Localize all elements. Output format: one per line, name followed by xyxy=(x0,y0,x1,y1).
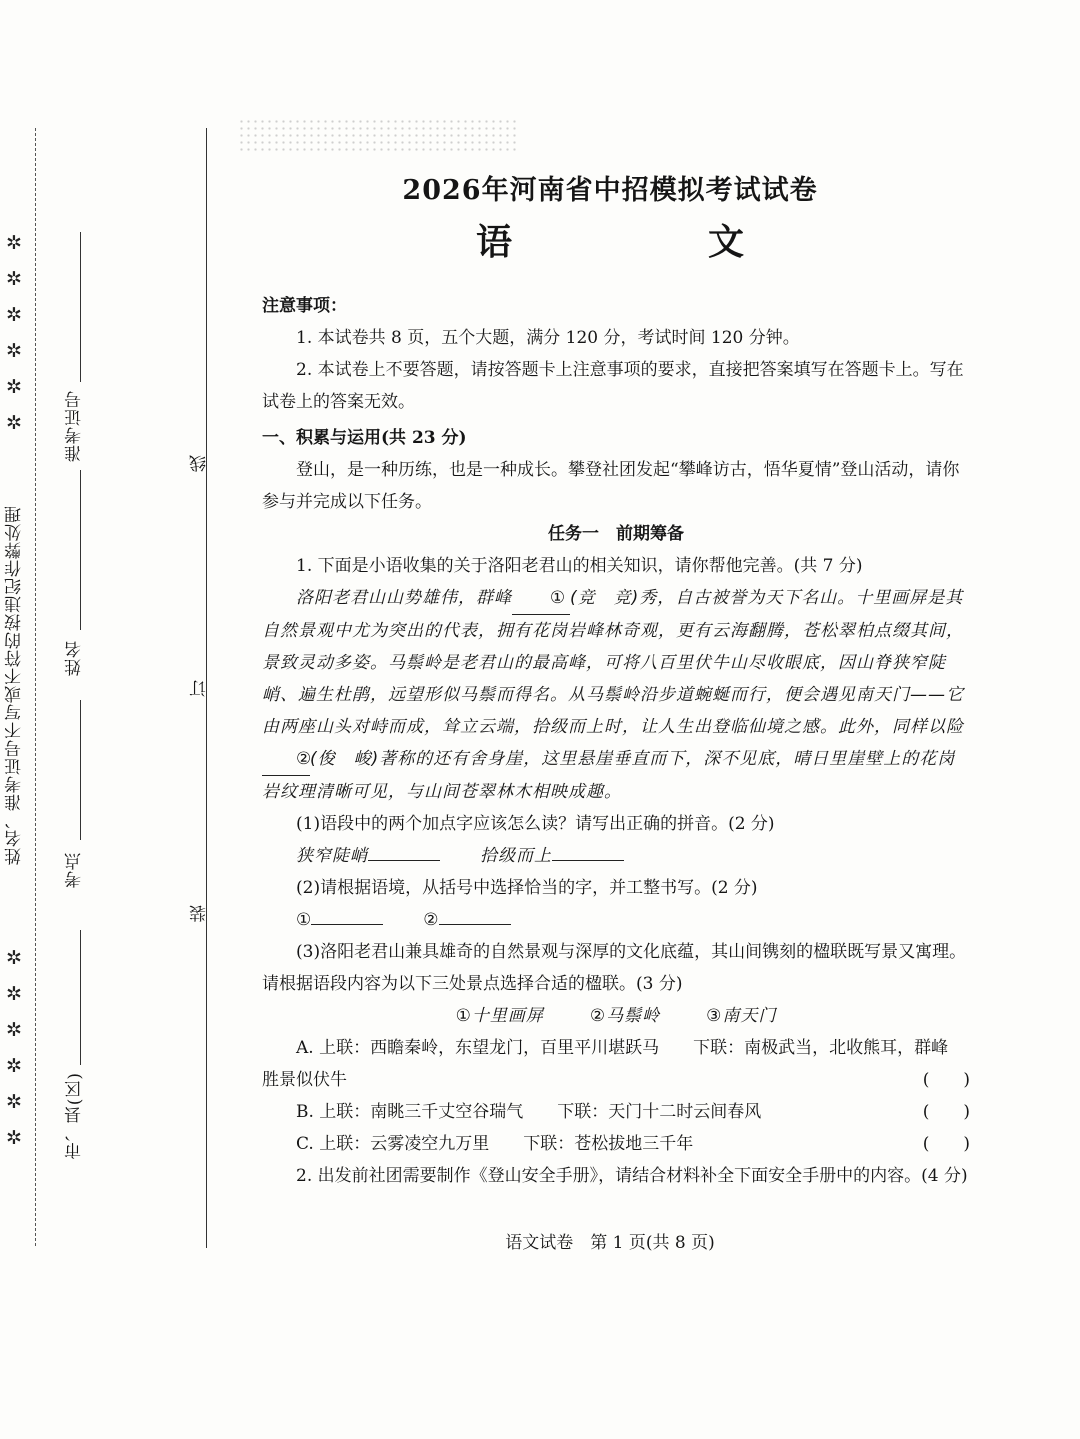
notice-item-2: 2. 本试卷上不要答题，请按答题卡上注意事项的要求，直接把答案填写在答题卡上。写在试卷上的答案无效。 xyxy=(262,360,964,412)
question-1-3: (3)洛阳老君山兼具雄奇的自然景观与深厚的文化底蕴，其山间镌刻的楹联既写景又寓理。请根据语段内容为以下三处景点选择合适的楹联。(3 分) xyxy=(262,942,967,994)
question-1-1: (1)语段中的两个加点字应该怎么读？请写出正确的拼音。(2 分) xyxy=(296,814,775,834)
option-a-text: 胜景似伏牛 xyxy=(262,1070,347,1090)
option-c xyxy=(262,1128,970,1160)
star-icon: ✲ xyxy=(6,340,22,362)
cut-mark-zhuang: 装 xyxy=(190,905,210,922)
field-name-line xyxy=(80,470,81,630)
field-city-line xyxy=(80,930,81,1065)
star-icon: ✲ xyxy=(6,412,22,434)
choose-blank-2 xyxy=(439,924,511,925)
star-icon: ✲ xyxy=(6,376,22,398)
choose-label-1: ① xyxy=(296,910,312,930)
pinyin-term-a: 狭窄陡峭 xyxy=(296,846,368,866)
field-id-label: 准考证号 xyxy=(65,390,85,462)
pinyin-row xyxy=(262,840,970,872)
exam-subject: 语 文 xyxy=(475,221,824,263)
exam-content xyxy=(262,290,970,1192)
cut-mark-xian: 线 xyxy=(190,455,210,472)
question-1: 1. 下面是小语收集的关于洛阳老君山的相关知识，请你帮他完善。(共 7 分) xyxy=(296,556,863,576)
choose-row xyxy=(262,904,970,936)
option-b-text: B. 上联：南眺三千丈空谷瑞气 下联：天门十二时云间春风 xyxy=(296,1102,762,1122)
question-1-2: (2)请根据语境，从括号中选择恰当的字，并工整书写。(2 分) xyxy=(296,878,758,898)
blank-2: ② xyxy=(262,743,310,776)
field-site-label: 考点 xyxy=(65,852,85,888)
option-a-line-2 xyxy=(262,1064,970,1096)
option-b xyxy=(262,1096,970,1128)
question-2: 2. 出发前社团需要制作《登山安全手册》，请结合材料补全下面安全手册中的内容。(4 分) xyxy=(296,1166,968,1186)
star-column-top xyxy=(6,225,22,441)
cheating-warning: 姓名、准考证号不写或不符的按违纪作弊处理 xyxy=(5,505,25,865)
answer-paren-b: ( ) xyxy=(922,1102,970,1122)
task-title: 任务一 前期筹备 xyxy=(548,524,684,544)
spot-item: ②马鬃岭 xyxy=(589,1006,661,1026)
pinyin-blank-b xyxy=(552,860,624,861)
star-icon: ✲ xyxy=(6,983,22,1005)
blank-1: ① xyxy=(512,582,570,615)
field-city-label: 市、县(区) xyxy=(65,1072,85,1160)
spot-item: ①十里画屏 xyxy=(455,1006,544,1026)
star-icon: ✲ xyxy=(6,1127,22,1149)
option-a-line-1: A. 上联：西瞻秦岭，东望龙门，百里平川堪跃马 下联：南极武当，北收熊耳，群峰 xyxy=(296,1038,949,1058)
spots-row xyxy=(262,1000,970,1032)
field-name-label: 姓名 xyxy=(65,640,85,676)
notice-heading: 注意事项： xyxy=(262,296,347,316)
choose-blank-1 xyxy=(311,924,383,925)
exam-title: 2026年河南省中招模拟考试试卷 xyxy=(402,175,818,206)
page-footer: 语文试卷 第 1 页(共 8 页) xyxy=(505,1233,715,1253)
passage-part-c: (俊 峻)著称的还有舍身崖，这里悬崖垂直而下，深不见底，晴日里崖壁上的花岗岩纹理清晰可见，与山间苍翠林木相映成趣。 xyxy=(262,749,956,802)
binding-dashed-line xyxy=(35,128,36,1246)
field-id-line xyxy=(80,232,81,382)
star-icon: ✲ xyxy=(6,232,22,254)
star-icon: ✲ xyxy=(6,947,22,969)
pinyin-blank-a xyxy=(368,860,440,861)
star-column-bottom xyxy=(6,940,22,1156)
star-icon: ✲ xyxy=(6,1055,22,1077)
passage-part-b: (竞 竞)秀，自古被誉为天下名山。十里画屏是其自然景观中尤为突出的代表，拥有花岗岩峰林奇观，更有云海翻腾，苍松翠柏点缀其间，景致灵动多姿。马鬃岭是老君山的最高峰，可将八百里伏牛山尽收眼底，因山脊狭窄陡峭、遍生杜鹃，远望形似马鬃而得名。从马鬃岭沿步道蜿蜒而行，便会遇见南天门——它由两座山头对峙而成，耸立云端，拾级而上时，让人生出登临仙境之感。此外，同样以险 xyxy=(262,588,964,737)
star-icon: ✲ xyxy=(6,1091,22,1113)
passage-part-a: 洛阳老君山山势雄伟，群峰 xyxy=(296,588,512,608)
answer-paren-c: ( ) xyxy=(922,1134,970,1154)
section-heading: 一、积累与运用(共 23 分) xyxy=(262,428,467,448)
section-intro: 登山，是一种历练，也是一种成长。攀登社团发起“攀峰访古，悟华夏情”登山活动，请你参与并完成以下任务。 xyxy=(262,460,960,512)
spot-item: ③南天门 xyxy=(706,1006,777,1026)
option-c-text: C. 上联：云雾凌空九万里 下联：苍松拔地三千年 xyxy=(296,1134,694,1154)
header-texture xyxy=(238,118,518,154)
star-icon: ✲ xyxy=(6,268,22,290)
choose-label-2: ② xyxy=(423,910,439,930)
passage xyxy=(262,582,970,808)
star-icon: ✲ xyxy=(6,304,22,326)
pinyin-term-b: 拾级而上 xyxy=(480,846,552,866)
notice-item-1: 1. 本试卷共 8 页，五个大题，满分 120 分，考试时间 120 分钟。 xyxy=(296,328,800,348)
answer-paren-a: ( ) xyxy=(922,1070,970,1090)
star-icon: ✲ xyxy=(6,1019,22,1041)
cut-mark-ding: 订 xyxy=(190,680,210,697)
field-site-line xyxy=(80,700,81,840)
